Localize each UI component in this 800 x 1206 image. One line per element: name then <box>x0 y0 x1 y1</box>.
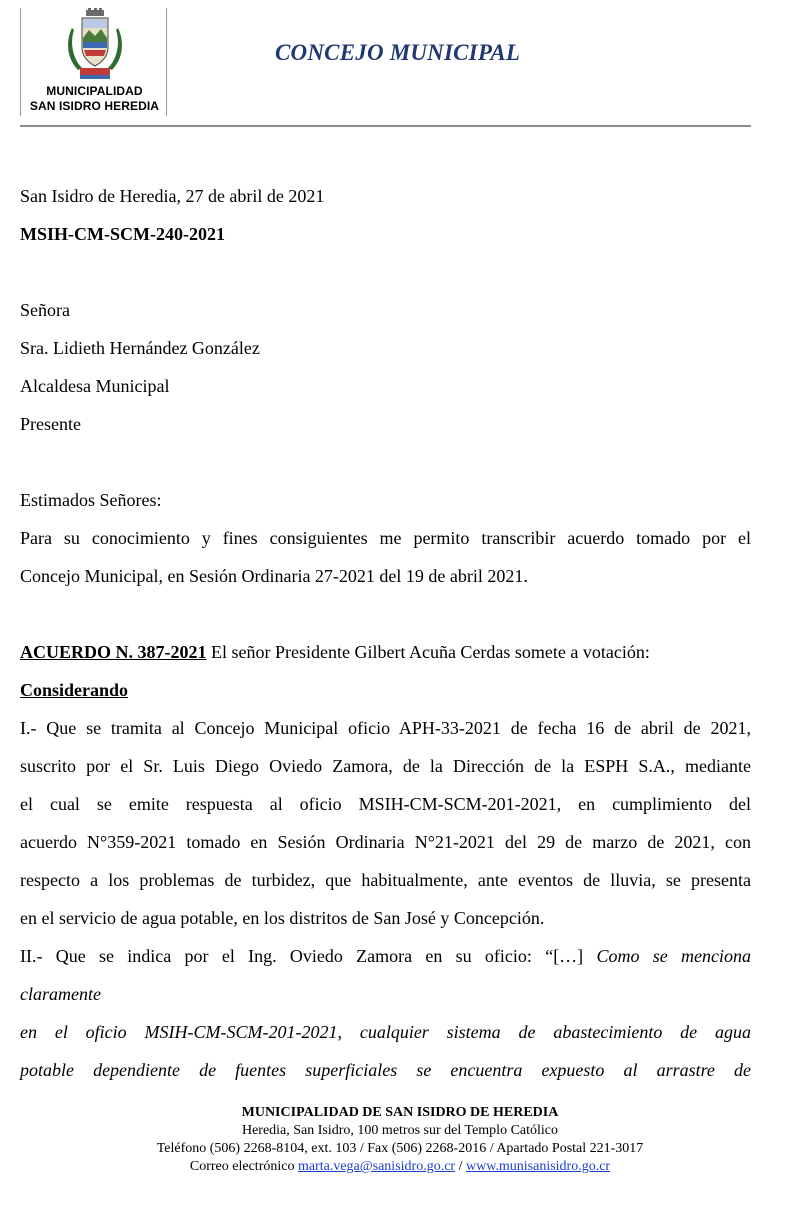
email-link[interactable]: marta.vega@sanisidro.go.cr <box>297 1159 456 1174</box>
reference-number: MSIH-CM-SCM-240-2021 <box>20 224 225 244</box>
footer-address: Heredia, San Isidro, 100 metros sur del Templo Católico <box>241 1123 559 1138</box>
footer-phones: Teléfono (506) 2268-8104, ext. 103 / Fax (506) 2268-2016 / Apartado Postal 221-3017 <box>156 1141 644 1156</box>
logo-text-line1: MUNICIPALIDAD <box>46 84 143 98</box>
email-label: Correo electrónico <box>189 1159 298 1174</box>
footer-organization: MUNICIPALIDAD DE SAN ISIDRO DE HEREDIA <box>241 1105 559 1120</box>
place-date: San Isidro de Heredia, 27 de abril de 2021 <box>20 186 325 206</box>
recipient-name: Sra. Lidieth Hernández González <box>20 338 260 358</box>
recipient-title: Alcaldesa Municipal <box>20 376 170 396</box>
header-divider <box>20 125 751 127</box>
paragraph-line: en el servicio de agua potable, en los distritos de San José y Concepción. <box>20 908 545 928</box>
considerando-heading: Considerando <box>20 680 129 700</box>
paragraph-line <box>20 945 751 967</box>
acuerdo-number: ACUERDO N. 387-2021 <box>20 642 207 662</box>
paragraph-line: I.- Que se tramita al Concejo Municipal oficio APH-33-2021 de fecha 16 de abril de 2021, <box>20 718 751 738</box>
footer-contact <box>0 1158 800 1175</box>
paragraph-text: II.- Que se indica por el Ing. Oviedo Zamora en su oficio: “[…] <box>20 946 597 966</box>
recipient-salutation: Señora <box>20 300 70 320</box>
logo-text-line2: SAN ISIDRO HEREDIA <box>29 99 160 113</box>
paragraph-line: acuerdo N°359-2021 tomado en Sesión Ordinaria N°21-2021 del 29 de marzo de 2021, con <box>20 832 751 852</box>
document-title: CONCEJO MUNICIPAL <box>275 40 521 65</box>
coat-of-arms-icon <box>68 8 122 82</box>
quote-italic-text: Como se menciona <box>596 946 752 966</box>
paragraph-line: respecto a los problemas de turbidez, que habitualmente, ante eventos de lluvia, se presenta <box>20 870 751 890</box>
letterhead <box>0 0 800 140</box>
intro-line-2: Concejo Municipal, en Sesión Ordinaria 27-2021 del 19 de abril 2021. <box>20 566 528 586</box>
footer-separator: / <box>455 1159 466 1174</box>
quote-line: en el oficio MSIH-CM-SCM-201-2021, cualquier sistema de abastecimiento de agua <box>20 1022 751 1042</box>
acuerdo-heading <box>20 641 650 663</box>
intro-line-1: Para su conocimiento y fines consiguientes me permito transcribir acuerdo tomado por el <box>20 528 751 548</box>
quote-line: claramente <box>20 984 101 1004</box>
paragraph-line: el cual se emite respuesta al oficio MSIH-CM-SCM-201-2021, en cumplimiento del <box>20 794 751 814</box>
paragraph-line: suscrito por el Sr. Luis Diego Oviedo Zamora, de la Dirección de la ESPH S.A., mediante <box>20 756 751 776</box>
recipient-presente: Presente <box>20 414 81 434</box>
acuerdo-text: El señor Presidente Gilbert Acuña Cerdas somete a votación: <box>206 642 650 662</box>
greeting: Estimados Señores: <box>20 490 162 510</box>
quote-line: potable dependiente de fuentes superficiales se encuentra expuesto al arrastre de <box>20 1060 751 1080</box>
website-link[interactable]: www.munisanisidro.go.cr <box>465 1159 611 1174</box>
municipal-logo <box>20 8 167 116</box>
